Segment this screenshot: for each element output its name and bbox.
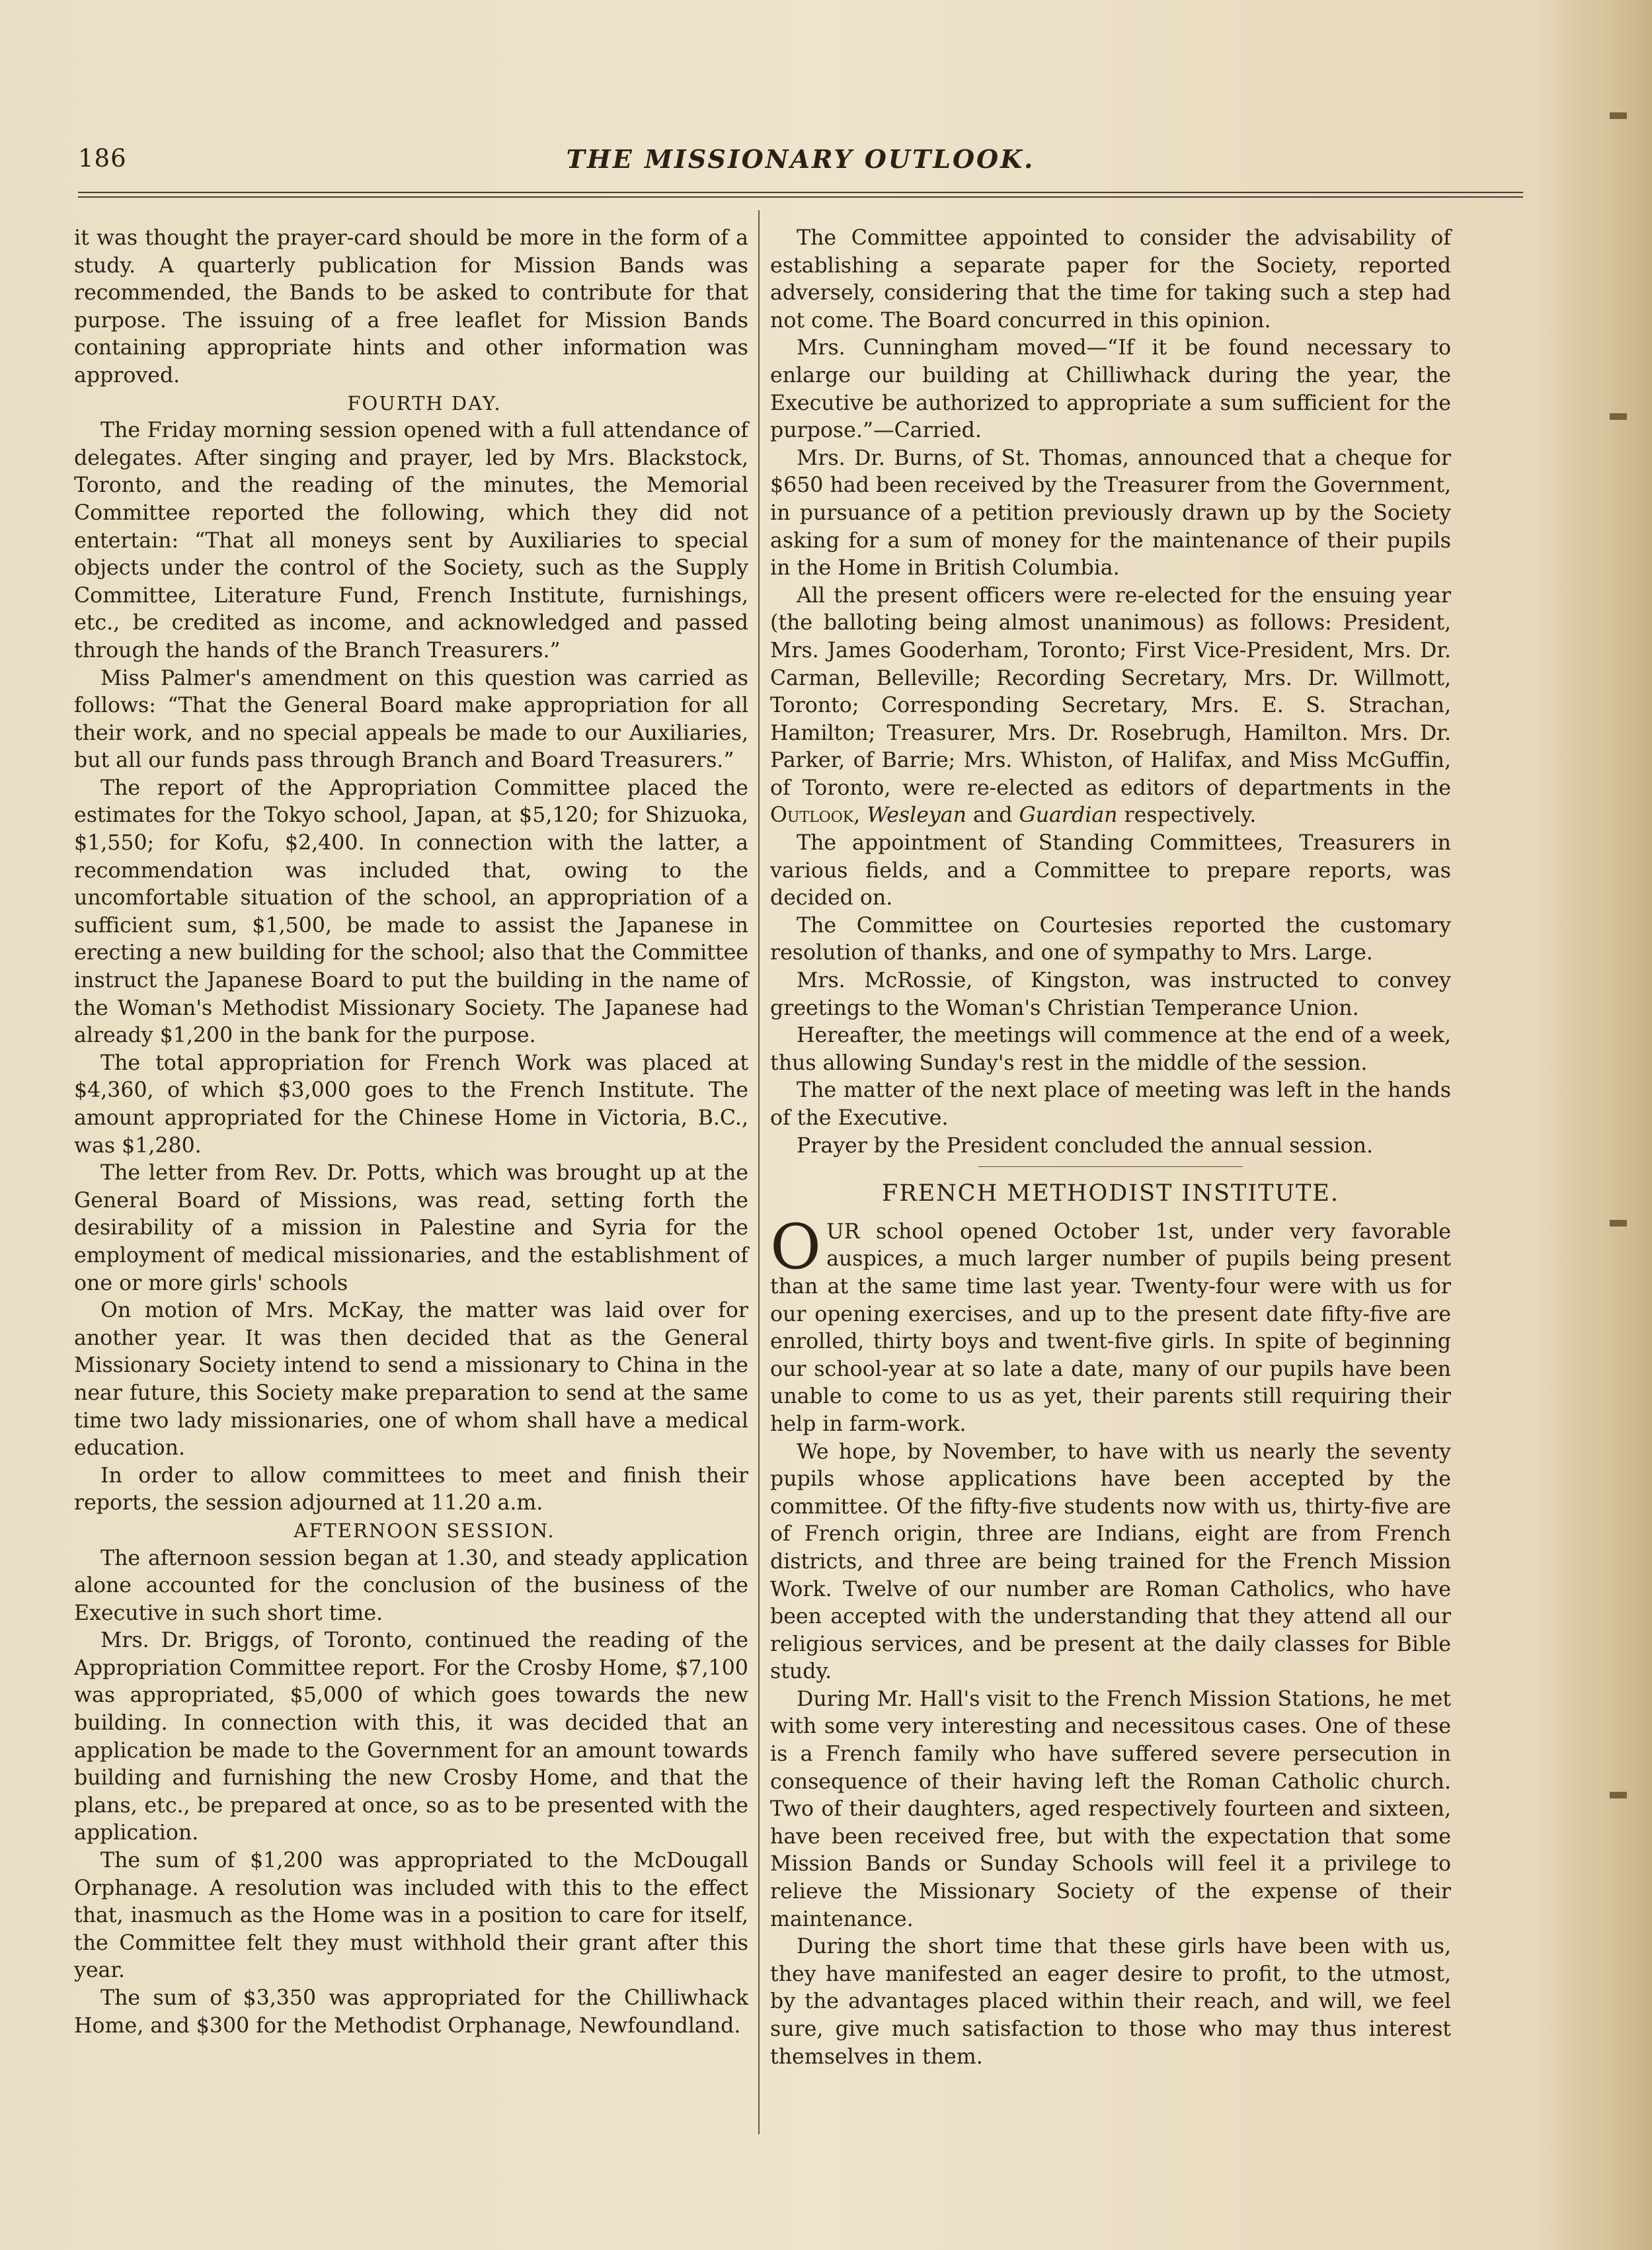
officers-end: respectively. [1117,803,1257,828]
article-paragraph: During Mr. Hall's visit to the French Mission Stations, he met with some very interesting and necessitous cases. One of these is a French family who have suffered severe persecution in consequence of their having left the Roman Catholic church. Two of their daughters, aged respectively fourteen and sixteen, have been received free, but with the expectation that some Mission Bands or Sunday Schools will feel it a privilege to relieve the Missionary Society of the expense of their maintenance. [770,1687,1451,1931]
paragraph: The afternoon session began at 1.30, and steady application alone accounted for the conclusion of the business of the Executive in such short time. [74,1546,748,1625]
paragraph: In order to allow committees to meet and finish their reports, the session adjourned at 11.20 a.m. [74,1463,748,1515]
article-paragraph [770,1211,1451,1439]
outlook-title: Outlook [770,803,854,828]
article-heading: FRENCH METHODIST INSTITUTE. [882,1180,1339,1207]
right-column [770,225,1451,2071]
paragraph: Mrs. Dr. Burns, of St. Thomas, announced that a cheque for $650 had been received by the Treasurer from the Government, in pursuance of a petition previously drawn up by the Society asking for a sum of money for the maintenance of their pupils in the Home in British Columbia. [770,446,1451,581]
paragraph: Hereafter, the meetings will commence at the end of a week, thus allowing Sunday's rest in the middle of the session. [770,1024,1451,1075]
paragraph: The sum of $3,350 was appropriated for the Chilliwhack Home, and $300 for the Methodist Orphanage, Newfoundland. [74,1986,748,2038]
article-text: UR school opened October 1st, under very favorable auspices, a much larger number of pupils being present than at the same time last year. Twenty-four were with us for our opening exercises, and up to the present date fifty-five are enrolled, thirty boys and twent-five girls. In spite of beginning our school-year at so late a date, many of our pupils have been unable to come to us as yet, their parents still requiring their help in farm-work. [770,1219,1451,1436]
paragraph: The Friday morning session opened with a full attendance of delegates. After singing and prayer, led by Mrs. Blackstock, Toronto, and the reading of the minutes, the Memorial Committee reported the following, which they did not entertain: “That all moneys sent by Auxiliaries to special objects under the control of the Society, such as the Supply Committee, Literature Fund, French Institute, furnishings, etc., be credited as income, and acknowledged and passed through the hands of the Branch Treasurers.” [74,419,748,663]
paragraph: The matter of the next place of meeting was left in the hands of the Executive. [770,1078,1451,1130]
paragraph: The sum of $1,200 was appropriated to the McDougall Orphanage. A resolution was included with this to the effect that, inasmuch as the Home was in a position to care for itself, the Committee felt they must withhold their grant after this year. [74,1849,748,1983]
margin-mark [1610,413,1627,420]
running-title: THE MISSIONARY OUTLOOK. [566,144,1035,174]
guardian-title: Guardian [1019,803,1118,828]
paragraph: Miss Palmer's amendment on this question was carried as follows: “That the General Board make appropriation for all their work, and no special appeals be made to our Auxiliaries, but all our funds pass through Branch and Board Treasurers.” [74,666,748,773]
paragraph: The Committee on Courtesies reported the customary resolution of thanks, and one of sympathy to Mrs. Large. [770,913,1451,965]
column-divider [758,210,760,2134]
page-edge [1600,0,1652,2250]
officers-sep: , [853,803,867,828]
paragraph: Mrs. Dr. Briggs, of Toronto, continued the reading of the Appropriation Committee report. For the Crosby Home, $7,100 was appropriated, $5,000 of which goes towards the new building. In connection with this, it was decided that an application be made to the Government for an amount towards building and furnishing the new Crosby Home, and that the plans, etc., be prepared at once, so as to be presented with the application. [74,1628,748,1845]
wesleyan-title: Wesleyan [867,803,966,828]
page-header [78,144,1523,184]
article-paragraph: We hope, by November, to have with us nearly the seventy pupils whose applications have been accepted by the committee. Of the fifty-five students now with us, thirty-five are of French origin, three are Indians, eight are from French districts, and three are being trained for the French Mission Work. Twelve of our number are Roman Catholics, who have been accepted with the understanding that they attend all our religious services, and be present at the daily classes for Bible study. [770,1439,1451,1684]
article-separator [978,1166,1243,1167]
paragraph: The letter from Rev. Dr. Potts, which was brought up at the General Board of Missions, was read, setting forth the desirability of a mission in Palestine and Syria for the employment of medical missionaries, and the establishment of one or more girls' schools [74,1161,748,1295]
paragraph: The report of the Appropriation Committee placed the estimates for the Tokyo school, Japan, at $5,120; for Shizuoka, $1,550; for Kofu, $2,400. In connection with the latter, a recommendation was included that, owing to the uncomfortable situation of the school, an appropriation of a sufficient sum, $1,500, be made to assist the Japanese in erecting a new building for the school; also that the Committee instruct the Japanese Board to put the building in the name of the Woman's Methodist Missionary Society. The Japanese had already $1,200 in the bank for the purpose. [74,776,748,1048]
drop-cap: O [770,1211,822,1283]
paragraph-officers [770,583,1451,830]
article-paragraph: During the short time that these girls have been with us, they have manifested an eager desire to profit, to the utmost, by the advantages placed within their reach, and will, we feel sure, give much satisfaction to those who may thus interest themselves in them. [770,1935,1451,2069]
paragraph: Prayer by the President concluded the annual session. [797,1133,1374,1158]
paragraph: The appointment of Standing Committees, Treasurers in various fields, and a Committee to prepare reports, was decided on. [770,831,1451,910]
margin-mark [1610,1220,1627,1226]
paragraph: it was thought the prayer-card should be more in the form of a study. A quarterly publication for Mission Bands was recommended, the Bands to be asked to contribute for that purpose. The issuing of a free leaflet for Mission Bands containing appropriate hints and other information was approved. [74,226,748,387]
section-heading-fourth-day: FOURTH DAY. [347,391,502,415]
paragraph: The total appropriation for French Work was placed at $4,360, of which $3,000 goes to the French Institute. The amount appropriated for the Chinese Home in Victoria, B.C., was $1,280. [74,1051,748,1158]
paragraph: Mrs. Cunningham moved—“If it be found necessary to enlarge our building at Chilliwhack during the year, the Executive be authorized to appropriate a sum sufficient for the purpose.”—Carried. [770,336,1451,443]
left-column [74,225,748,2040]
margin-mark [1610,112,1627,119]
page-number: 186 [78,144,127,173]
paragraph: On motion of Mrs. McKay, the matter was laid over for another year. It was then decided that as the General Missionary Society intend to send a missionary to China in the near future, this Society make preparation to send at the same time two lady missionaries, one of whom shall have a medical education. [74,1299,748,1461]
officers-text: All the present officers were re-elected for the ensuing year (the balloting being almost unanimous) as follows: President, Mrs. James Gooderham, Toronto; First Vice-President, Mrs. Dr. Carman, Belleville; Recording Secretary, Mrs. Dr. Willmott, Toronto; Corresponding Secretary, Mrs. E. S. Strachan, Hamilton; Treasurer, Mrs. Dr. Rosebrugh, Hamilton. Mrs. Dr. Parker, of Barrie; Mrs. Whiston, of Halifax, and Miss McGuffin, of Toronto, were re-elected as editors of departments in the [770,583,1451,800]
section-heading-afternoon: AFTERNOON SESSION. [294,1519,555,1542]
header-rule [78,192,1523,193]
officers-and: and [966,803,1019,828]
paragraph: The Committee appointed to consider the advisability of establishing a separate paper for the Society, reported adversely, considering that the time for taking such a step had not come. The Board concurred in this opinion. [770,226,1451,333]
margin-mark [1610,1792,1627,1798]
header-rule-double [78,196,1523,198]
paragraph: Mrs. McRossie, of Kingston, was instructed to convey greetings to the Woman's Christian Temperance Union. [770,969,1451,1020]
